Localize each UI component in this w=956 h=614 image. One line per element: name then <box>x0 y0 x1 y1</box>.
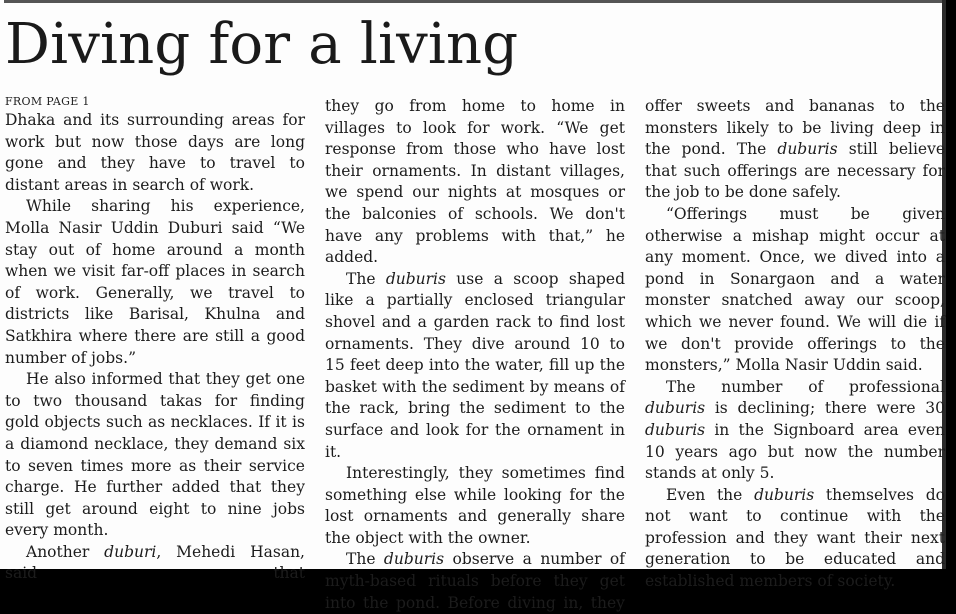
paragraph: While sharing his experience, Molla Nasir Uddin Duburi said “We stay out of home around a month when we visit far-off places in search of work. Generally, we travel to districts like Barisal, Khulna and Satkhira where there are still a good number of jobs.” <box>5 197 306 367</box>
paragraph: Interestingly, they sometimes find something else while looking for the lost ornaments and generally share the object with the owner. <box>325 464 625 547</box>
paragraph: “Offerings must be given otherwise a mishap might occur at any moment. Once, we dived into a pond in Sonargaon and a water monster snatched away our scoop, which we never found. We will die if we don't provide offerings to the monsters,” Molla Nasir Uddin said. <box>645 204 946 375</box>
paragraph: they go from home to home in villages to look for work. “We get response from those who have lost their ornaments. In distant villages, we spend our nights at mosques or the balconies of schools. We don't have any problems with that,” he added. <box>325 97 626 267</box>
paragraph: The duburis use a scoop shaped like a partially enclosed triangular shovel and a garden rack to find lost ornaments. They dive around 10 to 15 feet deep into the water, fill up the basket with the sediment by means of the rack, bring the sediment to the surface and look for the ornament in it. <box>325 269 626 461</box>
article-column-3 <box>645 96 945 593</box>
from-page-label: FROM PAGE 1 <box>5 95 90 108</box>
headline: Diving for a living <box>5 12 519 77</box>
paragraph: He also informed that they get one to two thousand takas for finding gold objects such as necklaces. If it is a diamond necklace, they demand six to seven times more as their service charge. He further added that they still get around eight to nine jobs every month. <box>5 370 306 540</box>
paragraph: offer sweets and bananas to the monsters likely to be living deep in the pond. The duburis still believe that such offerings are necessary for the job to be done safely. <box>645 97 946 202</box>
paragraph: Dhaka and its surrounding areas for work but now those days are long gone and they have to travel to distant areas in search of work. <box>5 111 306 194</box>
top-rule <box>4 0 942 3</box>
paragraph: Another duburi, Mehedi Hasan, said that <box>5 542 305 583</box>
paragraph: Even the duburis themselves do not want to continue with the profession and they want their next generation to be educated and established members of society. <box>645 485 946 591</box>
article-column-1 <box>5 94 305 585</box>
paragraph: The duburis observe a number of myth-based rituals before they get into the pond. Before diving in, they <box>325 550 625 612</box>
article-column-2 <box>325 96 625 614</box>
paragraph: The number of professional duburis is declining; there were 30 duburis in the Signboard area even 10 years ago but now the number stands at only 5. <box>645 377 946 483</box>
